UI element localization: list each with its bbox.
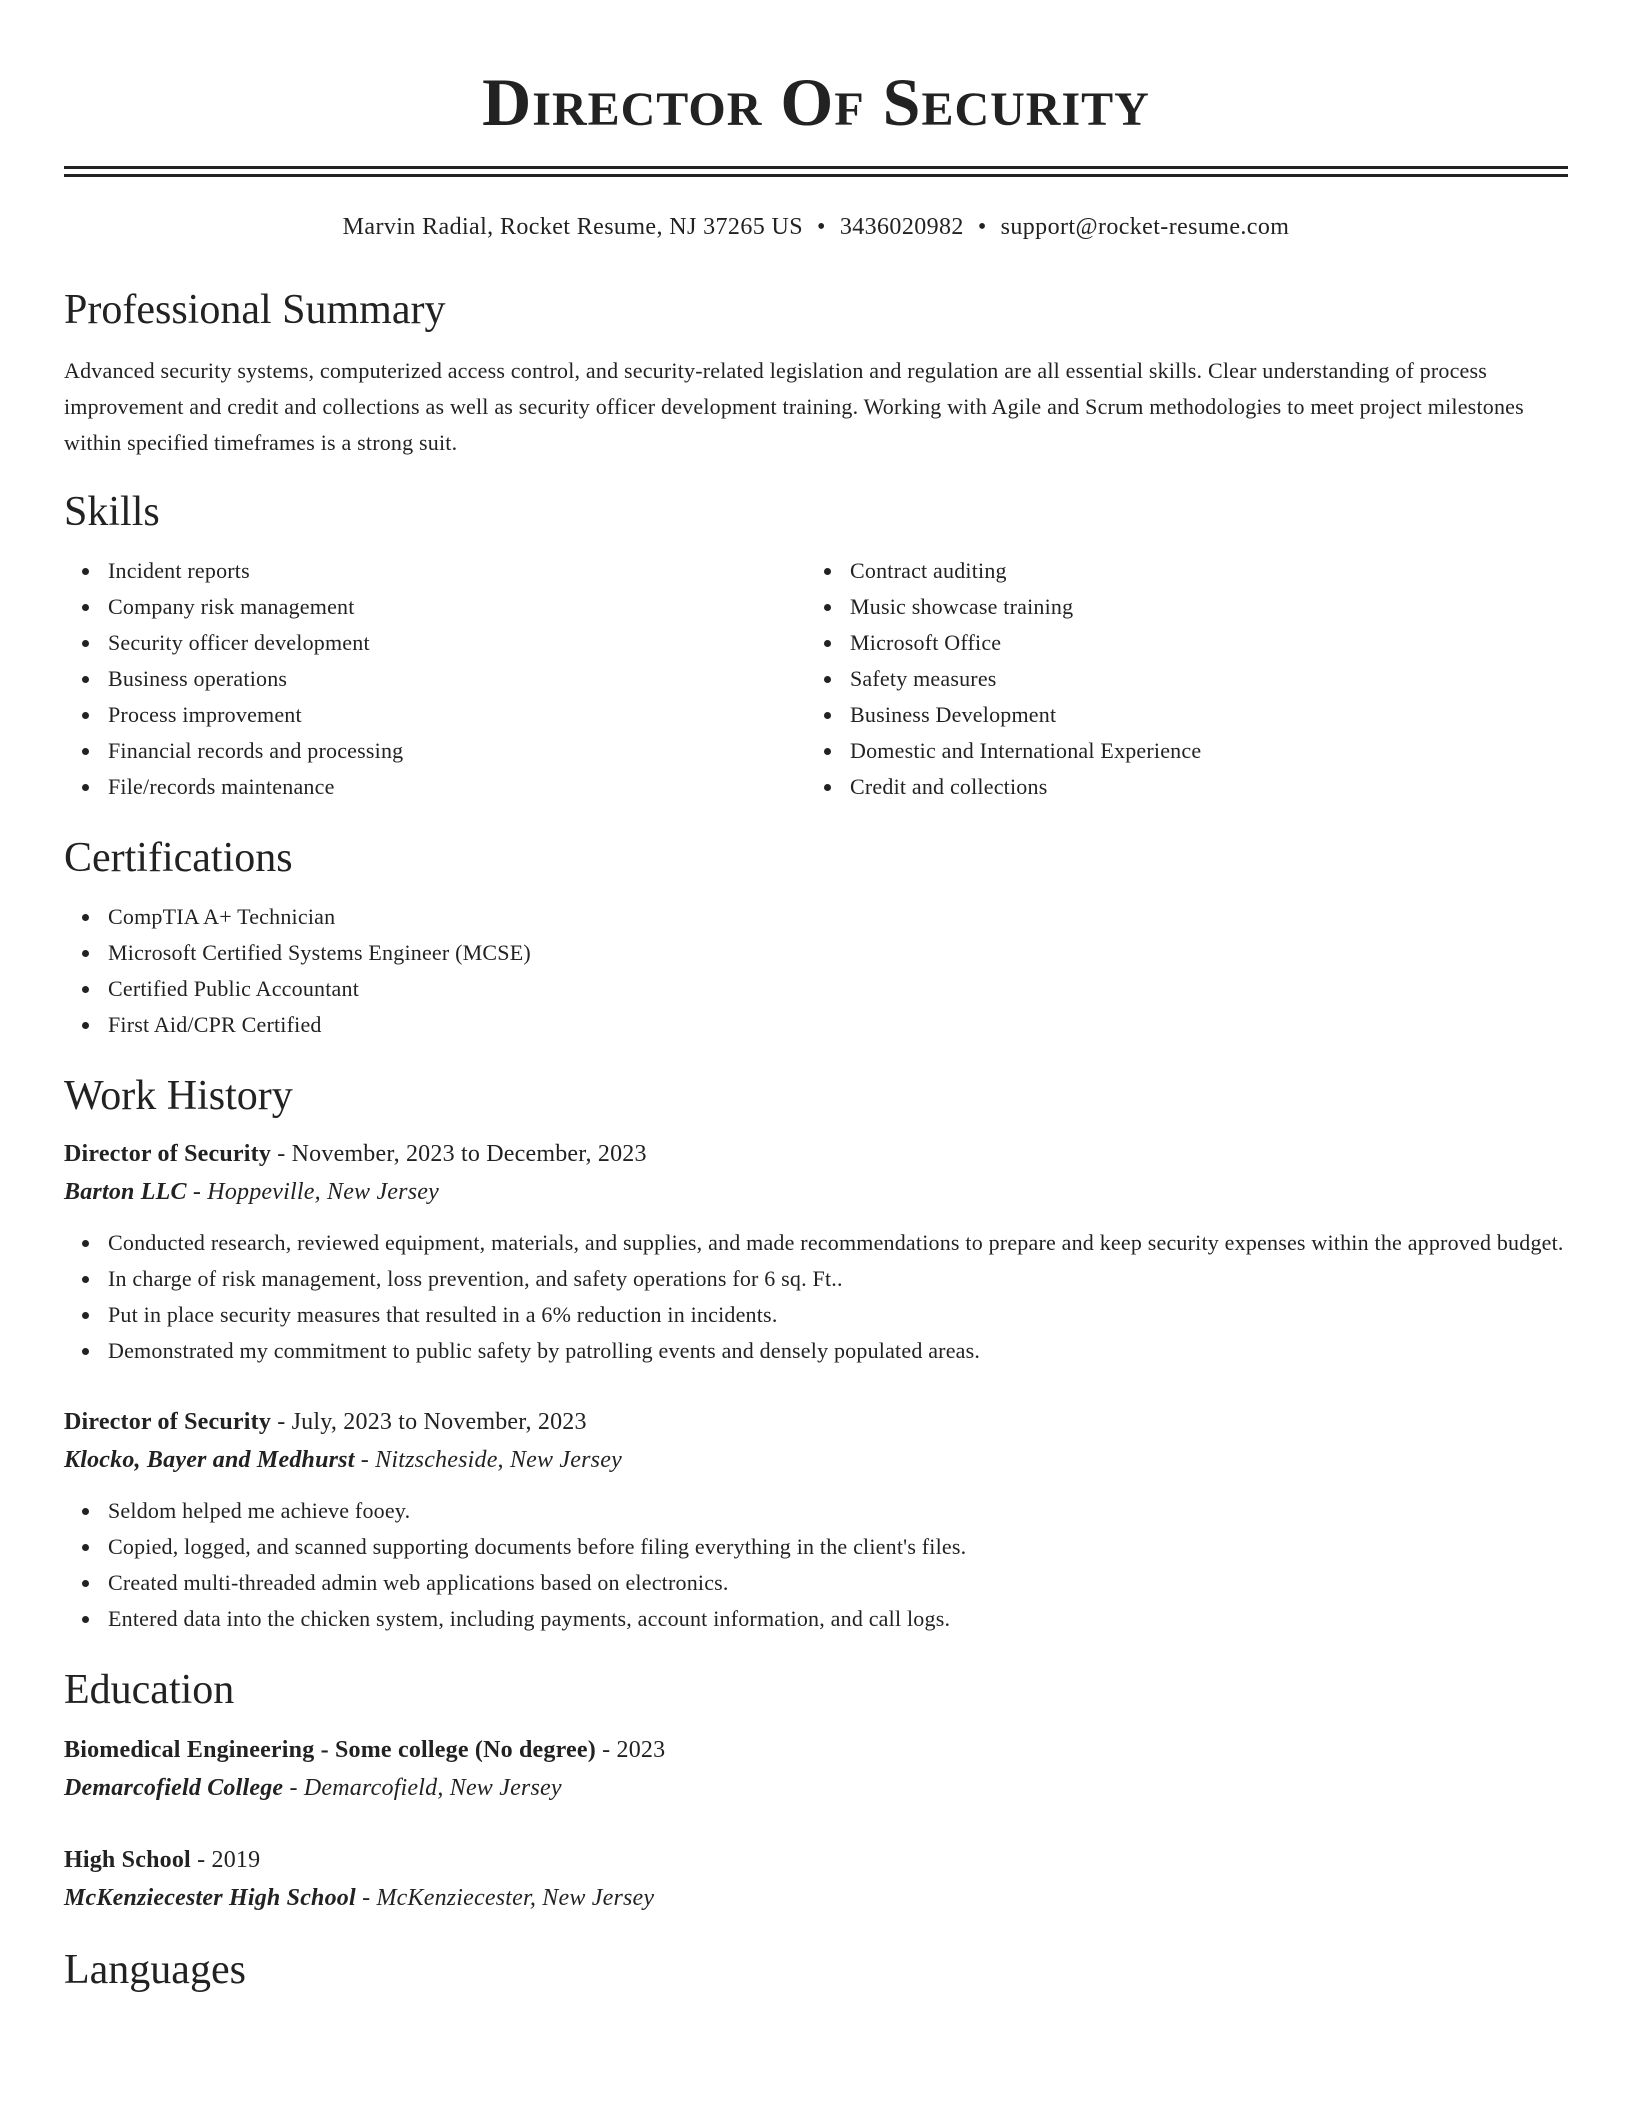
summary-heading: Professional Summary [64,287,446,333]
resume-title: Director Of Security [482,64,1150,140]
skill-item: Music showcase training [806,589,1548,625]
certification-item: Certified Public Accountant [64,971,1568,1007]
skills-columns [64,553,1568,805]
education-degree: High School [64,1847,191,1873]
contact-email: support@rocket-resume.com [1000,214,1290,240]
job-bullet: Conducted research, reviewed equipment, materials, and supplies, and made recommendations to prepare and keep security expenses within the approved budget. [64,1225,1568,1261]
skills-list-left [64,553,806,805]
education-heading: Education [64,1667,235,1713]
skill-item: Domestic and International Experience [806,733,1548,769]
education-school: McKenziecester High School [64,1885,356,1911]
skill-item: Company risk management [64,589,806,625]
job-bullet: Seldom helped me achieve fooey. [64,1493,1568,1529]
education-school-line [64,1769,1568,1807]
skill-item: Business operations [64,661,806,697]
skill-item: Financial records and processing [64,733,806,769]
job-company-line [64,1441,1568,1479]
job-bullet: Put in place security measures that resulted in a 6% reduction in incidents. [64,1297,1568,1333]
education-location: - Demarcofield, New Jersey [283,1775,562,1801]
education-location: - McKenziecester, New Jersey [355,1885,655,1911]
languages-heading: Languages [64,1947,246,1993]
job-bullet: Entered data into the chicken system, including payments, account information, and call logs. [64,1601,1568,1637]
work-history-heading: Work History [64,1073,293,1119]
skill-item: File/records maintenance [64,769,806,805]
skill-item: Credit and collections [806,769,1548,805]
education-year: - 2019 [190,1847,261,1873]
education-school: Demarcofield College [64,1775,284,1801]
skill-item: Contract auditing [806,553,1548,589]
job-bullet: In charge of risk management, loss prevention, and safety operations for 6 sq. Ft.. [64,1261,1568,1297]
certification-item: First Aid/CPR Certified [64,1007,1568,1043]
job-bullet: Created multi-threaded admin web applications based on electronics. [64,1565,1568,1601]
job-company: Barton LLC [64,1179,187,1205]
contact-phone: 3436020982 [839,214,964,240]
job-location: - Hoppeville, New Jersey [186,1179,439,1205]
job-title: Director of Security [64,1141,272,1167]
contact-separator: • [817,214,826,240]
job-company-line [64,1173,1568,1211]
certification-item: CompTIA A+ Technician [64,899,1568,935]
contact-separator: • [977,214,987,240]
contact-address: Marvin Radial, Rocket Resume, NJ 37265 US [342,214,804,240]
skills-heading: Skills [64,489,160,535]
job-title-line [64,1403,1568,1441]
job-company: Klocko, Bayer and Medhurst [64,1447,355,1473]
job-bullets [64,1225,1568,1369]
certifications-heading: Certifications [64,835,293,881]
skill-item: Safety measures [806,661,1548,697]
contact-line [64,211,1568,243]
job-dates: - November, 2023 to December, 2023 [271,1141,647,1167]
job-dates: - July, 2023 to November, 2023 [271,1409,587,1435]
skills-list-right [806,553,1548,805]
skill-item: Business Development [806,697,1548,733]
education-degree: Biomedical Engineering - Some college (No degree) [64,1737,596,1763]
skill-item: Incident reports [64,553,806,589]
job-bullet: Copied, logged, and scanned supporting documents before filing everything in the client's files. [64,1529,1568,1565]
job-bullets [64,1493,1568,1637]
summary-text: Advanced security systems, computerized access control, and security-related legislation and regulation are all essential skills. Clear understanding of process improvement and credit and collections as well as security officer development training. Working with Agile and Scrum methodologies to meet project milestones within specified timeframes is a strong suit. [64,358,1524,455]
job-title-line [64,1135,1568,1173]
education-entry [64,1841,1568,1917]
education-degree-line [64,1841,1568,1879]
job-title: Director of Security [64,1409,272,1435]
skill-item: Security officer development [64,625,806,661]
job-location: - Nitzscheside, New Jersey [354,1447,622,1473]
job-entry [64,1135,1568,1369]
education-school-line [64,1879,1568,1917]
job-entry [64,1403,1568,1637]
education-year: - 2023 [595,1737,666,1763]
education-entry [64,1731,1568,1807]
certifications-list [64,899,1568,1043]
education-degree-line [64,1731,1568,1769]
skill-item: Microsoft Office [806,625,1548,661]
certification-item: Microsoft Certified Systems Engineer (MCSE) [64,935,1568,971]
job-bullet: Demonstrated my commitment to public safety by patrolling events and densely populated areas. [64,1333,1568,1369]
skill-item: Process improvement [64,697,806,733]
title-divider-bottom [64,174,1568,177]
title-divider-top [64,166,1568,169]
